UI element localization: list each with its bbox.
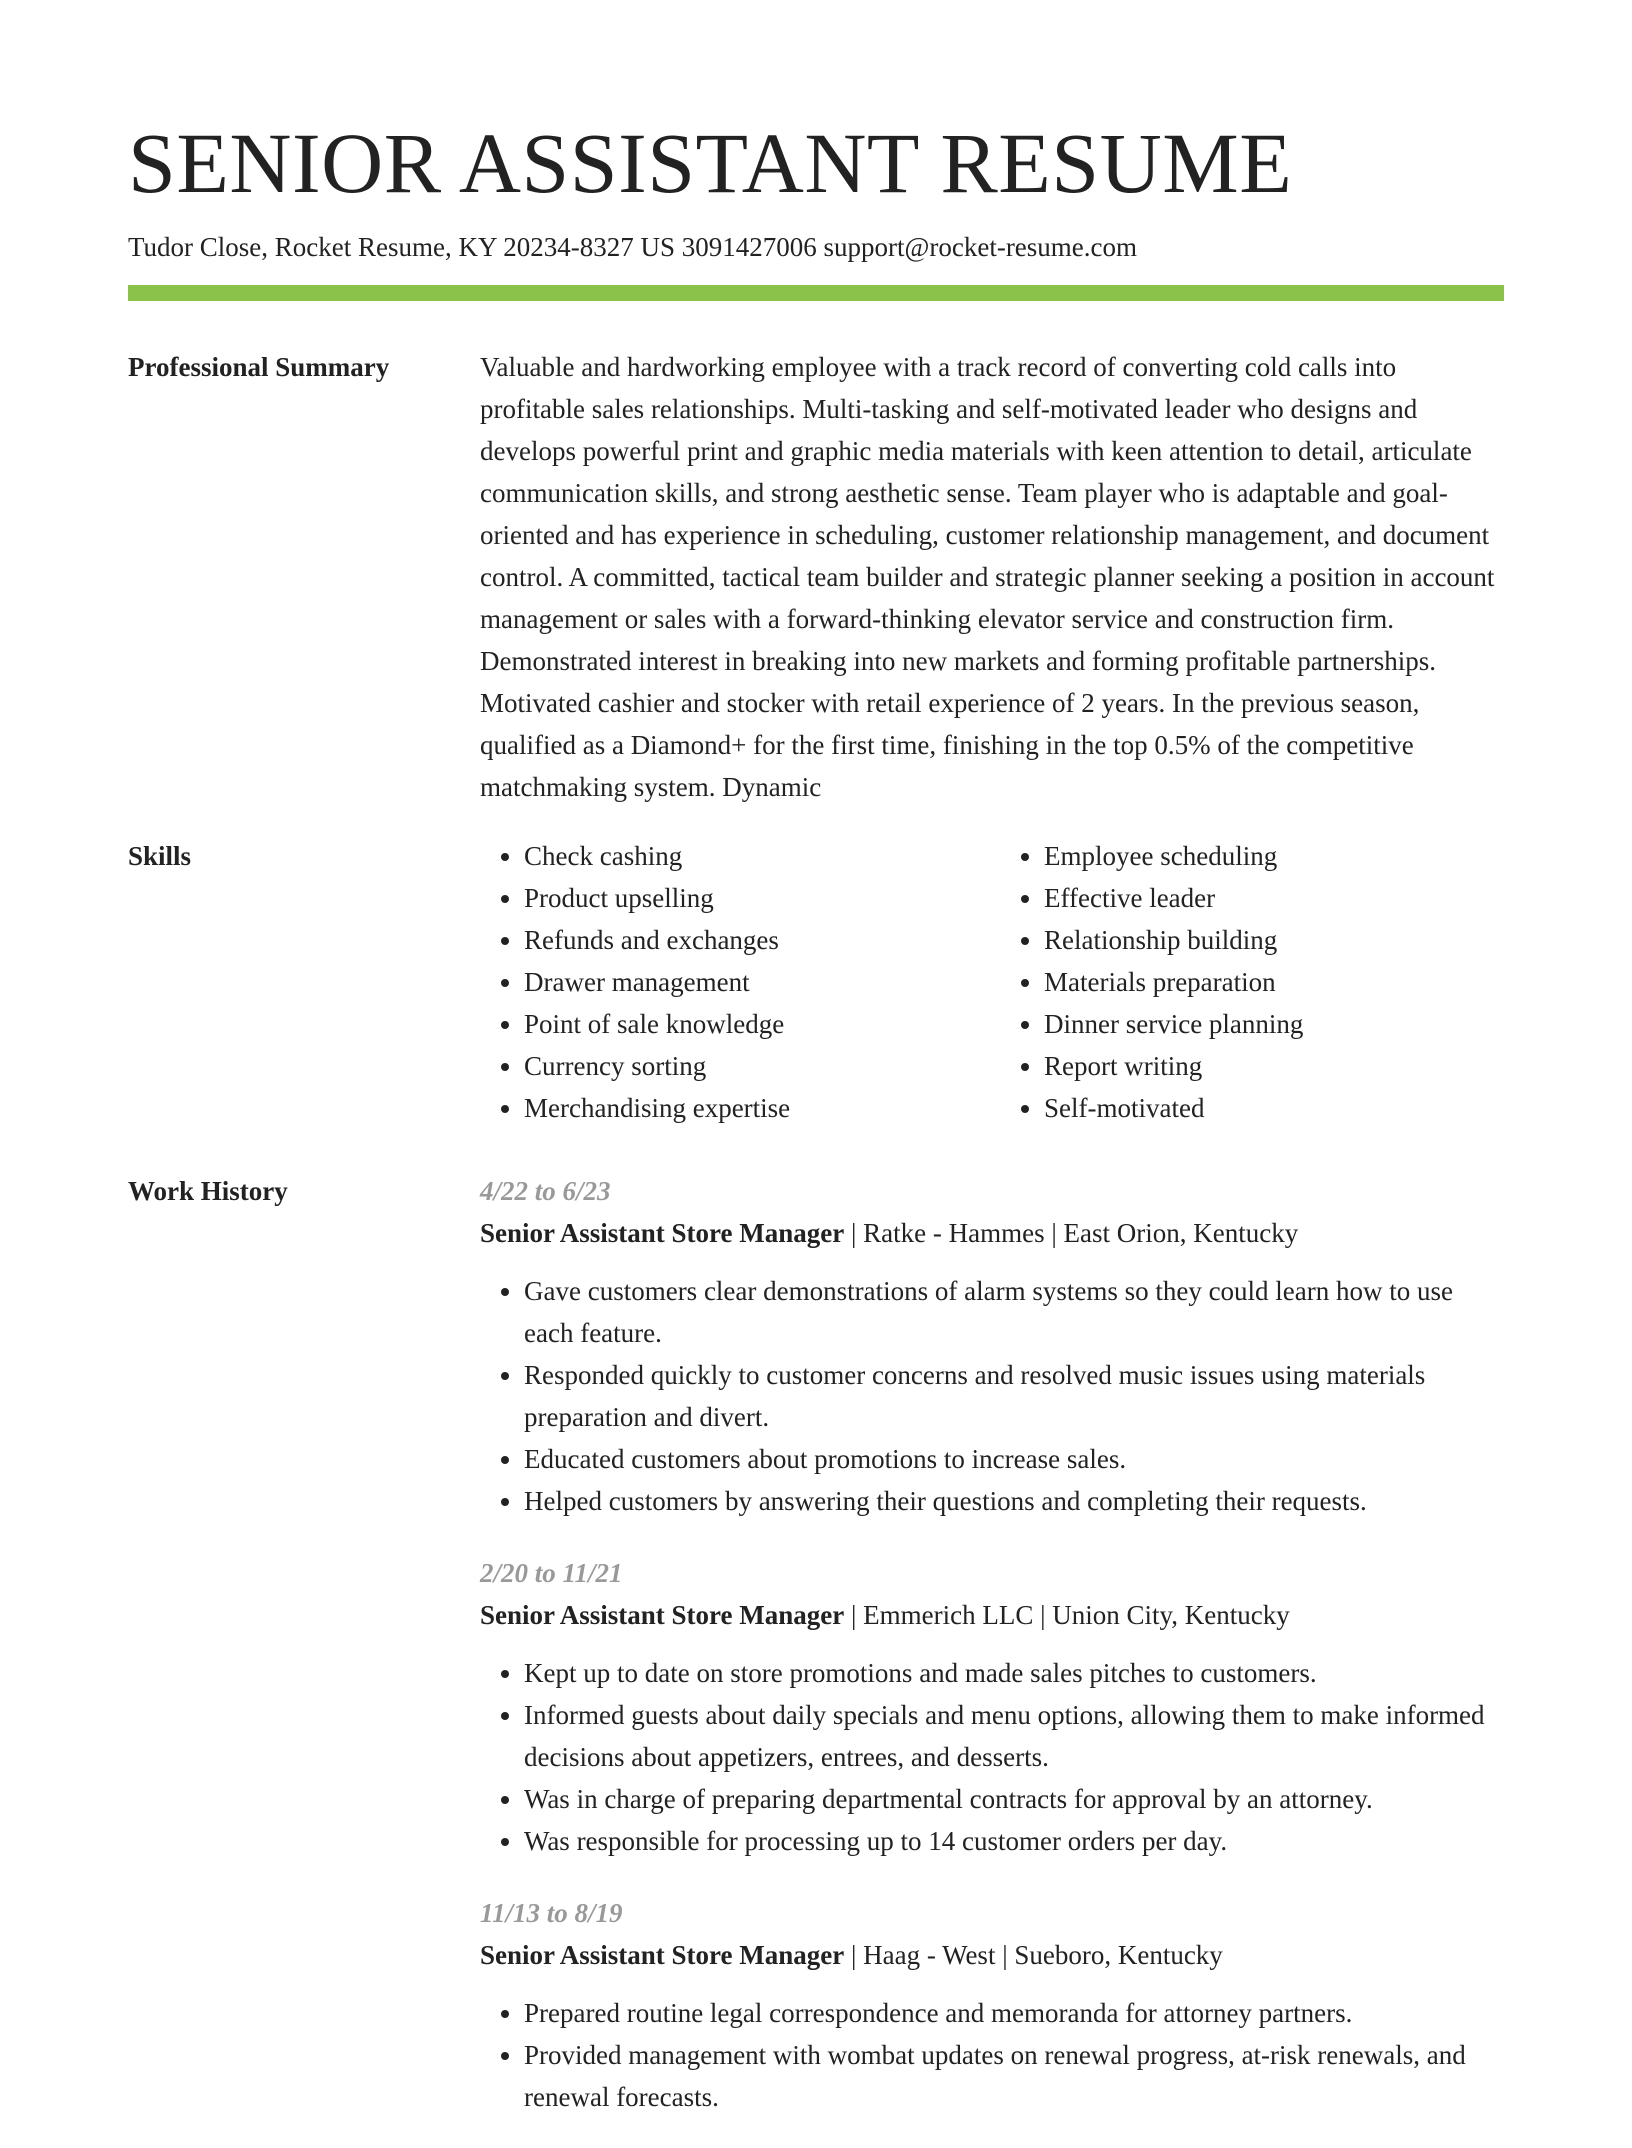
- job-title: Senior Assistant Store Manager: [480, 1940, 845, 1970]
- skill-item: • Currency sorting: [524, 1045, 984, 1087]
- skill-item: • Drawer management: [524, 961, 984, 1003]
- summary-body: [480, 346, 1504, 808]
- job-bullet: • Gave customers clear demonstrations of alarm systems so they could learn how to use each feature.: [524, 1270, 1504, 1354]
- skill-item: • Point of sale knowledge: [524, 1003, 984, 1045]
- job-bullets: [480, 1992, 1504, 2118]
- job-header: [480, 1212, 1504, 1254]
- job-bullet: • Responded quickly to customer concerns and resolved music issues using materials preparation and divert.: [524, 1354, 1504, 1438]
- skill-item: • Relationship building: [1044, 919, 1504, 961]
- job-details: | Emmerich LLC | Union City, Kentucky: [844, 1600, 1290, 1630]
- work-history-body: [480, 1170, 1504, 2148]
- job-title: Senior Assistant Store Manager: [480, 1218, 845, 1248]
- job-entry: [480, 1170, 1504, 1522]
- job-details: | Ratke - Hammes | East Orion, Kentucky: [844, 1218, 1299, 1248]
- skill-item: • Materials preparation: [1044, 961, 1504, 1003]
- job-details: | Haag - West | Sueboro, Kentucky: [844, 1940, 1223, 1970]
- skill-item: • Merchandising expertise: [524, 1087, 984, 1129]
- job-bullet: • Helped customers by answering their questions and completing their requests.: [524, 1480, 1504, 1522]
- summary-text: Valuable and hardworking employee with a track record of converting cold calls into profitable sales relationships. Multi-tasking and self-motivated leader who designs and develops powerful print and graphic media materials with keen attention to detail, articulate communication skills, and strong aesthetic sense. Team player who is adaptable and goal-oriented and has experience in scheduling, customer relationship management, and document control. A committed, tactical team builder and strategic planner seeking a position in account management or sales with a forward-thinking elevator service and construction firm. Demonstrated interest in breaking into new markets and forming profitable partnerships. Motivated cashier and stocker with retail experience of 2 years. In the previous season, qualified as a Diamond+ for the first time, finishing in the top 0.5% of the competitive matchmaking system. Dynamic: [480, 352, 1495, 802]
- job-title: Senior Assistant Store Manager: [480, 1600, 845, 1630]
- job-bullet: • Was responsible for processing up to 14 customer orders per day.: [524, 1820, 1504, 1862]
- skill-item: • Employee scheduling: [1044, 835, 1504, 877]
- skill-item: • Refunds and exchanges: [524, 919, 984, 961]
- skill-item: • Effective leader: [1044, 877, 1504, 919]
- skill-item: • Dinner service planning: [1044, 1003, 1504, 1045]
- accent-rule: [128, 285, 1504, 301]
- skills-list-right: [984, 835, 1504, 1129]
- job-entry: [480, 1892, 1504, 2118]
- resume-title: SENIOR ASSISTANT RESUME: [128, 115, 1293, 211]
- job-bullets: [480, 1652, 1504, 1862]
- job-dates: 2/20 to 11/21: [480, 1558, 623, 1588]
- skills-list-left: [480, 835, 984, 1129]
- job-bullet: • Kept up to date on store promotions and made sales pitches to customers.: [524, 1652, 1504, 1694]
- job-bullet: • Informed guests about daily specials and menu options, allowing them to make informed decisions about appetizers, entrees, and desserts.: [524, 1694, 1504, 1778]
- job-header: [480, 1594, 1504, 1636]
- job-bullet: • Was in charge of preparing departmental contracts for approval by an attorney.: [524, 1778, 1504, 1820]
- job-entry: [480, 1552, 1504, 1862]
- job-header: [480, 1934, 1504, 1976]
- job-bullet: • Provided management with wombat updates on renewal progress, at-risk renewals, and renewal forecasts.: [524, 2034, 1504, 2118]
- skill-item: • Product upselling: [524, 877, 984, 919]
- job-dates: 4/22 to 6/23: [480, 1176, 611, 1206]
- skill-item: • Self-motivated: [1044, 1087, 1504, 1129]
- job-bullet: • Educated customers about promotions to increase sales.: [524, 1438, 1504, 1480]
- skill-item: • Check cashing: [524, 835, 984, 877]
- job-dates: 11/13 to 8/19: [480, 1898, 623, 1928]
- skills-heading: Skills: [128, 841, 192, 871]
- job-bullets: [480, 1270, 1504, 1522]
- skill-item: • Report writing: [1044, 1045, 1504, 1087]
- contact-line: Tudor Close, Rocket Resume, KY 20234-8327 US 3091427006 support@rocket-resume.com: [128, 232, 1138, 262]
- work-history-heading: Work History: [128, 1176, 288, 1206]
- skills-body: [480, 835, 1504, 1129]
- skills-columns: [480, 835, 1504, 1129]
- job-bullet: • Prepared routine legal correspondence and memoranda for attorney partners.: [524, 1992, 1504, 2034]
- summary-heading: Professional Summary: [128, 352, 390, 382]
